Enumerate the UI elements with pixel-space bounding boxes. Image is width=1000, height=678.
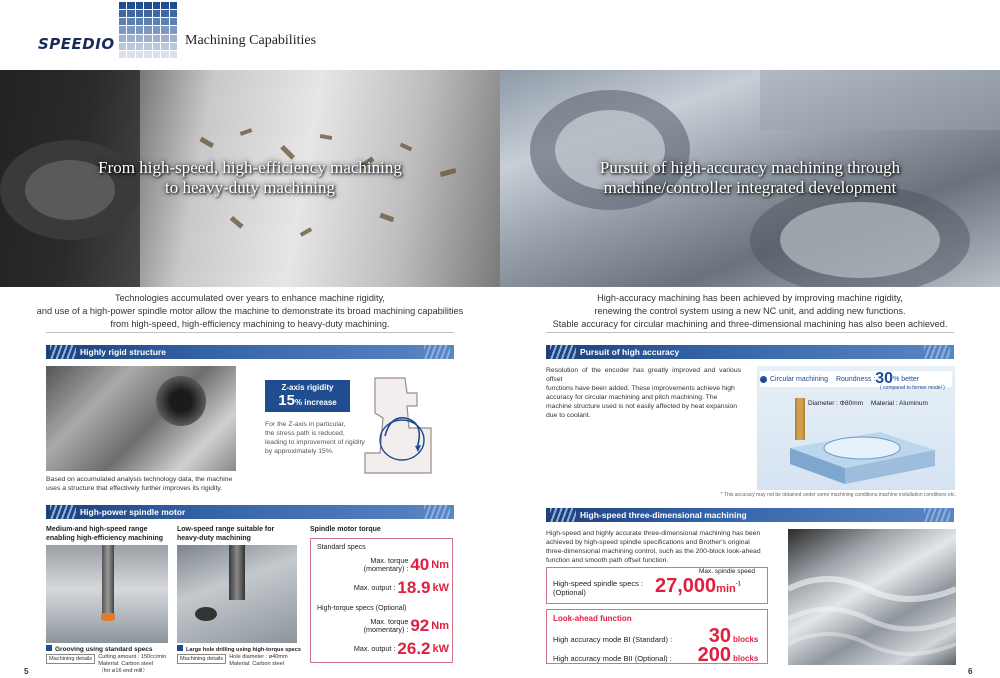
section-bar-spindle (46, 505, 454, 519)
hole-drilling-photo (177, 545, 297, 643)
logo-grid-square (161, 26, 168, 33)
logo-grid-square (136, 43, 143, 50)
ht-torque-row (315, 616, 449, 636)
ht-torque-label2: (momentary) : (363, 625, 409, 634)
hero-left-heading (60, 158, 440, 198)
logo-grid-square (127, 26, 134, 33)
square-bullet-icon (177, 645, 183, 651)
ht-output-value: 26.2 (397, 639, 431, 658)
logo-grid-square (144, 26, 151, 33)
std-torque-label2: (momentary) : (363, 564, 409, 573)
ht-output-row (315, 639, 449, 659)
logo-grid-square (136, 35, 143, 42)
torque-spec-box (310, 538, 453, 663)
grooving-caption (46, 645, 171, 653)
hole-caption-text: Large hole drilling using high-torque specs (186, 647, 301, 653)
roundness-suffix: % better (893, 375, 920, 383)
logo-grid-square (127, 43, 134, 50)
intro-right (530, 292, 970, 331)
z-axis-title: Z-axis rigidity (281, 383, 334, 392)
section-title-spindle: High-power spindle motor (80, 507, 186, 517)
logo-grid-square (153, 26, 160, 33)
logo-grid-square (144, 2, 151, 9)
logo-grid-square (136, 18, 143, 25)
intro-right-line3: Stable accuracy for circular machining and three-dimensional machining has also been achieved. (552, 319, 948, 329)
accuracy-headline (760, 372, 952, 386)
grooving-detail-values (98, 654, 166, 675)
spindle-speed-box (546, 567, 768, 604)
hole-details (177, 654, 307, 668)
spindle-mid-head1: Low-speed range suitable for (177, 526, 275, 533)
acc-text-2: functions have been added. These improvements achieve high (546, 385, 735, 392)
logo-grid-square (170, 26, 177, 33)
std-output-value: 18.9 (397, 578, 431, 597)
hole-caption (177, 645, 302, 653)
mode2-unit: blocks (733, 654, 759, 663)
std-torque-row (315, 555, 449, 575)
spindle-specs-label1: High-speed spindle specs : (553, 579, 644, 588)
z-desc-line1: For the Z-axis in particular, (265, 421, 346, 428)
logo-grid-square (161, 35, 168, 42)
logo-grid-square (170, 35, 177, 42)
logo-grid-square (153, 51, 160, 58)
section-title-3d: High-speed three-dimensional machining (580, 510, 747, 520)
hs3d-description (546, 529, 768, 565)
spindle-specs-label2: (Optional) (553, 588, 586, 597)
std-output-label: Max. output : (353, 583, 396, 592)
grooving-photo (46, 545, 168, 643)
logo-grid-square (119, 51, 126, 58)
spindle-specs-label (553, 579, 643, 597)
logo-grid-square (136, 26, 143, 33)
logo-grid-square (136, 51, 143, 58)
std-torque-label1: Max. torque (370, 556, 409, 565)
acc-text-5: due to coolant. (546, 412, 591, 419)
logo-grid-square (153, 10, 160, 17)
logo-grid-square (170, 18, 177, 25)
std-torque-unit: Nm (431, 559, 449, 571)
spindle-mid-head2: heavy-duty machining (177, 535, 251, 542)
hero-left-line1: From high-speed, high-efficiency machining (98, 158, 402, 177)
section-bar-3d (546, 508, 954, 522)
logo-grid-square (136, 10, 143, 17)
lookahead-title: Look-ahead function (553, 614, 632, 623)
acc-text-4: machine structure used is not easily affected by heat expansion (546, 403, 738, 410)
hs3d-text-2: achieved by high-speed spindle specifications and Brother's original (546, 539, 750, 546)
logo-grid-square (153, 43, 160, 50)
compared-note: ( compared to former model ) (880, 385, 945, 391)
logo-grid-square (170, 2, 177, 9)
logo-grid-square (161, 10, 168, 17)
hole-detail-label: Machining details (177, 654, 226, 664)
section-title-rigid: Highly rigid structure (80, 347, 166, 357)
section-bar-rigid (46, 345, 454, 359)
std-torque-value: 40 (410, 555, 430, 574)
intro-right-line1: High-accuracy machining has been achieved by improving machine rigidity, (597, 293, 903, 303)
spindle-speed-value: 27,000 (655, 575, 717, 597)
rigid-caption (46, 475, 276, 493)
acc-text-1: Resolution of the encoder has greatly improved and various offset (546, 367, 741, 383)
logo-grid-square (127, 51, 134, 58)
circular-machining-label: Circular machining (770, 375, 828, 383)
speedio-logo: SPEEDIO (38, 35, 115, 53)
ht-specs-label: High-torque specs (Optional) (317, 605, 407, 612)
z-axis-rigidity-badge (265, 380, 350, 412)
mode1-unit: blocks (733, 635, 759, 644)
roundness-label: Roundness : (835, 375, 876, 383)
rigid-structure-photo (46, 366, 236, 471)
3d-machining-photo (788, 529, 956, 665)
logo-grid-square (127, 2, 134, 9)
logo-grid-square (153, 2, 160, 9)
material-spec: Material : Aluminum (870, 400, 928, 407)
grooving-caption-text: Grooving using standard specs (55, 646, 153, 653)
logo-grid-square (144, 35, 151, 42)
logo-grid-graphic (119, 2, 177, 58)
spindle-speed-exponent: -1 (735, 581, 742, 588)
logo-grid-square (144, 51, 151, 58)
logo-grid-square (119, 2, 126, 9)
z-axis-value: 15 (278, 392, 295, 409)
mode2-value: 200 (697, 644, 731, 666)
intro-left-line1: Technologies accumulated over years to enhance machine rigidity, (115, 293, 385, 303)
square-bullet-icon (46, 645, 52, 651)
ht-output-unit: kW (432, 643, 449, 655)
diameter-spec: Diameter : Φ80mm (808, 400, 864, 407)
logo-grid-square (144, 43, 151, 50)
logo-grid-square (127, 18, 134, 25)
torque-heading: Spindle motor torque (310, 526, 381, 533)
intro-right-line2: renewing the control system using a new NC unit, and adding new functions. (594, 306, 906, 316)
logo-grid-square (161, 51, 168, 58)
logo-grid-square (144, 18, 151, 25)
z-axis-suffix: % increase (294, 398, 337, 407)
page-number-right: 6 (968, 667, 973, 676)
std-specs-label: Standard specs (317, 544, 366, 551)
page-number-left: 5 (24, 667, 29, 676)
logo-grid-square (170, 10, 177, 17)
logo-grid-square (153, 35, 160, 42)
section-title-accuracy: Pursuit of high accuracy (580, 347, 680, 357)
logo-grid-square (136, 2, 143, 9)
std-output-row (315, 578, 449, 598)
logo-grid-square (161, 2, 168, 9)
hs3d-text-3: three-dimensional machining control, such as the 200-block look-ahead (546, 548, 761, 555)
divider-right (546, 332, 954, 333)
accuracy-footnote: * This accuracy may not be obtained under some machining conditions,machine installation conditions etc. (720, 492, 956, 498)
bullet-dot-icon (760, 376, 767, 383)
logo-grid-square (161, 18, 168, 25)
intro-left-line3: from high-speed, high-efficiency machining to heavy-duty machining. (110, 319, 390, 329)
page-title: Machining Capabilities (185, 33, 317, 48)
logo-grid-square (170, 51, 177, 58)
logo-grid-square (119, 26, 126, 33)
logo-grid-square (119, 35, 126, 42)
divider-left (46, 332, 454, 333)
logo-grid-square (119, 10, 126, 17)
logo-grid-square (153, 18, 160, 25)
grooving-details (46, 654, 176, 675)
hero-right-line2: machine/controller integrated development (603, 178, 897, 197)
lookahead-box (546, 609, 768, 664)
rigid-caption-line1: Based on accumulated analysis technology data, the machine (46, 476, 233, 483)
hs3d-text-4: function and smooth path offset function. (546, 557, 669, 564)
max-spindle-speed-label: Max. spindle speed (698, 568, 755, 575)
accuracy-description (546, 366, 741, 420)
logo-grid-square (119, 43, 126, 50)
mode1-value: 30 (708, 625, 731, 647)
spindle-left-heading (46, 525, 171, 543)
spindle-left-head2: enabling high-efficiency machining (46, 535, 164, 542)
spindle-mid-heading (177, 525, 302, 543)
hole-detail-values (229, 654, 287, 668)
mode1-label: High accuracy mode BI (Standard) : (553, 635, 673, 644)
grooving-detail-1: Cutting amount : 150cc/min (98, 654, 167, 660)
z-desc-line3: leading to improvement of rigidity (265, 439, 365, 446)
ht-torque-value: 92 (410, 616, 430, 635)
z-desc-line2: the stress path is reduced, (265, 430, 345, 437)
intro-left-line2: and use of a high-power spindle motor allow the machine to demonstrate its broad machining capabilities (36, 306, 464, 316)
logo-grid-square (144, 10, 151, 17)
hero-banner (0, 70, 1000, 287)
section-bar-accuracy (546, 345, 954, 359)
stress-path-diagram (345, 358, 455, 478)
ht-output-label: Max. output : (353, 644, 396, 653)
hero-right-line1: Pursuit of high-accuracy machining through (599, 158, 901, 177)
mode2-row (553, 644, 765, 667)
mode2-label: High accuracy mode BII (Optional) : (553, 654, 672, 663)
hole-detail-2: Material: Carbon steel (229, 661, 284, 667)
roundness-value: 30 (875, 370, 894, 387)
std-output-unit: kW (432, 582, 449, 594)
z-desc-line4: by approximately 15%. (265, 448, 334, 455)
spindle-left-head1: Medium-and high-speed range (46, 526, 148, 533)
spindle-speed-value-group (655, 575, 741, 598)
acc-text-3: accuracy for circular machining and pitch machining. The (546, 394, 718, 401)
grooving-detail-label: Machining details (46, 654, 95, 664)
grooving-detail-2: Material: Carbon steel (98, 661, 153, 667)
logo-grid-square (119, 18, 126, 25)
hole-detail-1: Hole diameter : ø40mm (229, 654, 288, 660)
circular-workpiece-illustration (770, 398, 950, 488)
logo-grid-square (127, 10, 134, 17)
grooving-detail-3: （for ø16 end mill） (98, 668, 148, 674)
hs3d-text-1: High-speed and highly accurate three-dimensional machining has been (546, 530, 761, 537)
ht-torque-unit: Nm (431, 620, 449, 632)
logo-grid-square (127, 35, 134, 42)
logo-grid-square (170, 43, 177, 50)
spindle-speed-unit: min (716, 583, 736, 595)
logo-grid-square (161, 43, 168, 50)
rigid-caption-line2: uses a structure that effectively further improves its rigidity. (46, 485, 223, 492)
hero-left-line2: to heavy-duty machining (165, 178, 335, 197)
intro-left (30, 292, 470, 331)
ht-torque-label1: Max. torque (370, 617, 409, 626)
hero-right-heading (555, 158, 945, 198)
